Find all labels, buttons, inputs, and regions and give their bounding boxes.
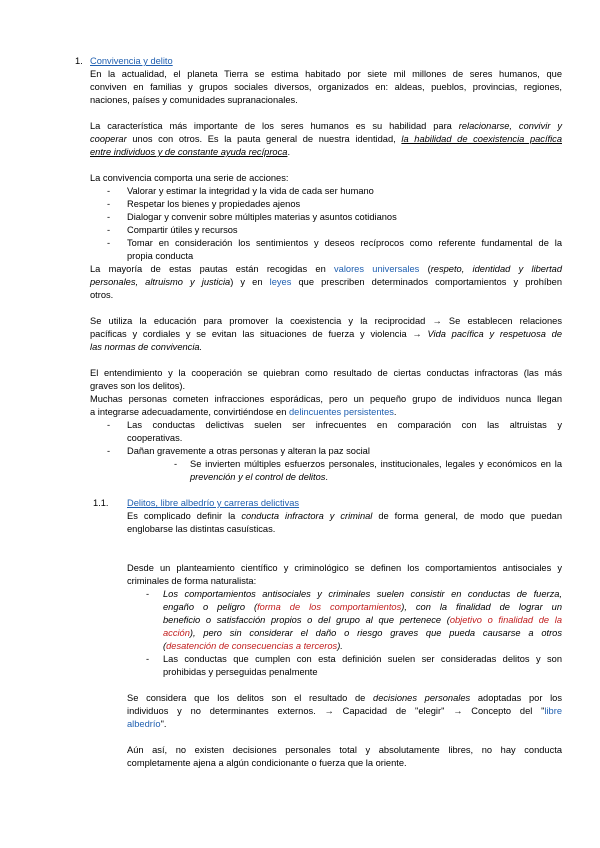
bullet-dash: -: [107, 186, 111, 196]
list-item: Dañan gravemente a otras personas y alteran la paz social: [127, 446, 370, 456]
list-item: Las conductas delictivas suelen ser infrecuentes en comparación con las altruistas y: [127, 420, 562, 430]
list-item: Los comportamientos antisociales y criminales suelen consistir en conductas de fuerza,: [163, 589, 562, 599]
paragraph-line: La característica más importante de los seres humanos es su habilidad para relacionarse, convivir y: [90, 121, 562, 131]
paragraph-line: completamente ajena a algún condicionante o fuerza que la oriente.: [127, 758, 407, 768]
paragraph-line: individuos y no determinantes externos. → Capacidad de "elegir" → Concepto del "libre: [127, 706, 562, 716]
subsection-title[interactable]: Delitos, libre albedrío y carreras delictivas: [127, 498, 300, 508]
paragraph-line: englobarse las distintas casuísticas.: [127, 524, 276, 534]
list-item: (desatención de consecuencias a terceros).: [163, 641, 343, 651]
list-intro: La convivencia comporta una serie de acciones:: [90, 173, 289, 183]
bullet-dash: -: [107, 446, 111, 456]
bullet-dash: -: [107, 199, 111, 209]
paragraph-line: graves son los delitos).: [90, 381, 186, 391]
paragraph-line: naciones, países y comunidades supranacionales.: [90, 95, 298, 105]
list-item: Valorar y estimar la integridad y la vida de cada ser humano: [127, 186, 374, 196]
paragraph-line: pacíficas y cordiales y se evitan las situaciones de fuerza y violencia → Vida pacífica y respetuosa de: [90, 329, 562, 339]
list-item: acción), pero sin considerar el daño o riesgo graves que pueda causarse a otros: [163, 628, 562, 638]
bullet-dash: -: [107, 225, 111, 235]
bullet-dash: -: [107, 212, 111, 222]
paragraph-line: Se considera que los delitos son el resultado de decisiones personales adoptadas por los: [127, 693, 562, 703]
bullet-dash: -: [146, 589, 150, 599]
paragraph-line: Se utiliza la educación para promover la coexistencia y la reciprocidad → Se establecen relaciones: [90, 316, 562, 326]
paragraph-line: otros.: [90, 290, 114, 300]
paragraph-line: criminales de forma naturalista:: [127, 576, 257, 586]
paragraph-line: las normas de convivencia.: [90, 342, 203, 352]
list-item: propia conducta: [127, 251, 194, 261]
list-item: Compartir útiles y recursos: [127, 225, 238, 235]
section-title[interactable]: Convivencia y delito: [90, 56, 173, 66]
bullet-dash: -: [107, 420, 111, 430]
list-item: Las conductas que cumplen con esta definición suelen ser consideradas delitos y son: [163, 654, 562, 664]
bullet-dash: -: [174, 459, 178, 469]
subsection-number: 1.1.: [93, 498, 109, 508]
paragraph-line: La mayoría de estas pautas están recogidas en valores universales (respeto, identidad y libertad: [90, 264, 562, 274]
bullet-dash: -: [107, 238, 111, 248]
paragraph-line: a integrarse adecuadamente, convirtiéndose en delincuentes persistentes.: [90, 407, 397, 417]
section-number: 1.: [75, 56, 83, 66]
list-item: Respetar los bienes y propiedades ajenos: [127, 199, 301, 209]
paragraph-line: personales, altruismo y justicia) y en leyes que prescriben determinados comportamientos y prohíben: [90, 277, 562, 287]
paragraph-line: entre individuos y de constante ayuda recíproca.: [90, 147, 291, 157]
paragraph-line: Es complicado definir la conducta infractora y criminal de forma general, de modo que puedan: [127, 511, 563, 521]
list-item: prevención y el control de delitos.: [190, 472, 328, 482]
list-item: cooperativas.: [127, 433, 183, 443]
paragraph-line: El entendimiento y la cooperación se quiebran como resultado de ciertas conductas infractoras (las más: [90, 368, 562, 378]
paragraph-line: Aún así, no existen decisiones personales total y absolutamente libres, no hay conducta: [127, 745, 562, 755]
paragraph-line: En la actualidad, el planeta Tierra se estima habitado por siete mil millones de seres humanos, que: [90, 69, 562, 79]
paragraph-line: Desde un planteamiento científico y criminológico se definen los comportamientos antisociales y: [127, 563, 562, 573]
paragraph-line: conviven en familias y grupos sociales diversos, organizados en: aldeas, pueblos, provincias, regiones,: [90, 82, 562, 92]
list-item: prohibidas y perseguidas penalmente: [163, 667, 318, 677]
list-item: engaño o peligro (forma de los comportamientos), con la finalidad de lograr un: [163, 602, 562, 612]
paragraph-line: albedrío".: [127, 719, 167, 729]
list-item: Se invierten múltiples esfuerzos personales, institucionales, legales y económicos en la: [190, 459, 562, 469]
bullet-dash: -: [146, 654, 150, 664]
paragraph-line: cooperar unos con otros. Es la pauta general de nuestra identidad, la habilidad de coexistencia pacífica: [90, 134, 562, 144]
list-item: Dialogar y convenir sobre múltiples materias y asuntos cotidianos: [127, 212, 397, 222]
paragraph-line: Muchas personas cometen infracciones esporádicas, pero un pequeño grupo de individuos nunca llegan: [90, 394, 562, 404]
list-item: Tomar en consideración los sentimientos y deseos recíprocos como referente fundamental de la: [127, 238, 562, 248]
list-item: beneficio o satisfacción propios o del grupo al que pertenece (objetivo o finalidad de la: [163, 615, 563, 625]
